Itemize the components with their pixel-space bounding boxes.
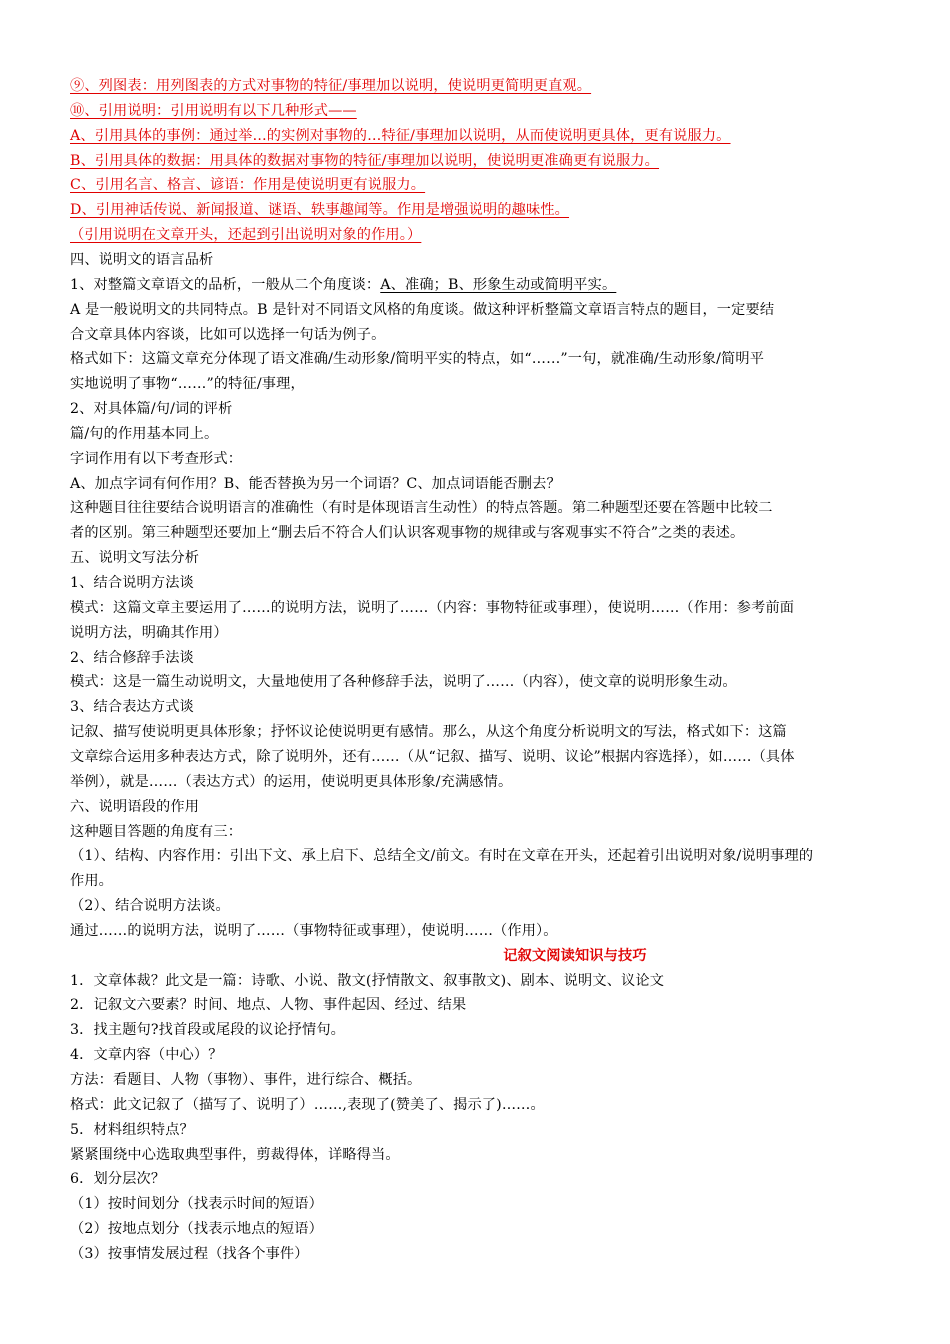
line-text: 这种题目往往要结合说明语言的准确性（有时是体现语言生动性）的特点答题。第二种题型还要在答题中比较二 <box>70 500 773 517</box>
text-line <box>70 1070 890 1090</box>
text-line <box>70 424 890 444</box>
line-text: C、引用名言、格言、谚语：作用是使说明更有说服力。 <box>70 177 426 194</box>
line-text: （引用说明在文章开头，还起到引出说明对象的作用。） <box>70 227 422 244</box>
text-line <box>70 474 890 494</box>
text-line <box>70 1045 890 1065</box>
line-text: 1．文章体裁？此文是一篇：诗歌、小说、散文(抒情散文、叙事散文)、剧本、说明文、议论文 <box>70 972 665 989</box>
text-line <box>70 325 890 345</box>
text-line <box>70 747 890 767</box>
text-line <box>70 995 890 1015</box>
text-line <box>70 697 890 717</box>
line-text: 五、说明文写法分析 <box>70 550 200 567</box>
text-line <box>70 250 890 270</box>
line-text: 六、说明语段的作用 <box>70 798 200 815</box>
line-text: 1、结合说明方法谈 <box>70 575 194 591</box>
text-line <box>70 822 890 842</box>
text-line <box>70 1095 890 1115</box>
text-line <box>70 498 890 518</box>
line-text: B、引用具体的数据：用具体的数据对事物的特征/事理加以说明，使说明更准确更有说服力。 <box>70 152 660 169</box>
line-text: 6．划分层次？ <box>70 1171 166 1188</box>
line-text: 篇/句的作用基本同上。 <box>70 425 219 442</box>
line-text: 模式：这是一篇生动说明文，大量地使用了各种修辞手法，说明了……（内容），使文章的说明形象生动。 <box>70 674 737 691</box>
text-line <box>70 1219 890 1239</box>
line-text: 3．找主题句?找首段或尾段的议论抒情句。 <box>70 1022 346 1039</box>
text-line <box>70 1020 890 1040</box>
line-text: 紧紧围绕中心选取典型事件，剪裁得体，详略得当。 <box>70 1146 400 1163</box>
text-line <box>70 672 890 692</box>
line-text: （2）按地点划分（找表示地点的短语） <box>70 1221 323 1238</box>
text-line <box>70 374 890 394</box>
text-line <box>70 648 890 668</box>
section-heading <box>0 946 950 966</box>
text-line <box>70 225 890 245</box>
line-text: 格式：此文记叙了（描写了、说明了）……,表现了(赞美了、揭示了)……。 <box>70 1096 545 1113</box>
text-line <box>70 1145 890 1165</box>
text-line <box>70 1244 890 1264</box>
text-line <box>70 1169 890 1189</box>
line-text: A、加点字词有何作用？B、能否替换为另一个词语？C、加点词语能否删去？ <box>70 475 561 492</box>
line-text: 2、对具体篇/句/词的评析 <box>70 401 233 418</box>
text-line <box>70 101 890 121</box>
line-text: 格式如下：这篇文章充分体现了语文准确/生动形象/简明平实的特点，如“……”一句，就准确/生动形象/简明平 <box>70 351 765 368</box>
text-line <box>70 623 890 643</box>
underlined-text: A、准确；B、形象生动或简明平实。 <box>380 276 617 293</box>
text-line <box>70 573 890 593</box>
text-line <box>70 151 890 171</box>
text-line <box>70 548 890 568</box>
line-text: 四、说明文的语言品析 <box>70 251 214 268</box>
line-text: 文章综合运用多种表达方式，除了说明外，还有……（从“记叙、描写、说明、议论”根据内容选择），如……（具体 <box>70 748 795 765</box>
line-text: 3、结合表达方式谈 <box>70 699 194 716</box>
line-text: 2、结合修辞手法谈 <box>70 649 194 666</box>
line-text: 4．文章内容（中心）？ <box>70 1047 223 1064</box>
line-text: 字词作用有以下考查形式： <box>70 450 243 467</box>
line-text: ⑩、引用说明：引用说明有以下几种形式—— <box>70 102 357 119</box>
text-line <box>70 772 890 792</box>
text-line <box>70 1194 890 1214</box>
line-text: 2．记叙文六要素？时间、地点、人物、事件起因、经过、结果 <box>70 997 467 1014</box>
text-line <box>70 971 890 991</box>
text-line <box>70 1120 890 1140</box>
text-line <box>70 349 890 369</box>
text-line <box>70 275 890 295</box>
text-line <box>70 598 890 618</box>
text-line <box>70 797 890 817</box>
text-line <box>70 449 890 469</box>
line-text: （1）、结构、内容作用：引出下文、承上启下、总结全文/前文。有时在文章在开头，还起着引出说明对象/说明事理的 <box>70 848 814 865</box>
line-text: ⑨、列图表：用列图表的方式对事物的特征/事理加以说明，使说明更简明更直观。 <box>70 78 592 94</box>
text-line <box>70 921 890 941</box>
line-text: D、引用神话传说、新闻报道、谜语、轶事趣闻等。作用是增强说明的趣味性。 <box>70 202 570 219</box>
line-text: 作用。 <box>70 873 114 890</box>
line-text: 方法：看题目、人物（事物）、事件，进行综合、概括。 <box>70 1072 422 1088</box>
line-text: A、引用具体的事例：通过举…的实例对事物的…特征/事理加以说明，从而使说明更具体，更有说服力。 <box>70 127 731 144</box>
line-text: 模式：这篇文章主要运用了……的说明方法，说明了……（内容：事物特征或事理），使说明……（作用：参考前面 <box>70 599 795 616</box>
line-text: 说明方法，明确其作用） <box>70 624 228 641</box>
line-text: 者的区别。第三种题型还要加上“删去后不符合人们认识客观事物的规律或与客观事实不符合”之类的表述。 <box>70 525 745 542</box>
text-line <box>70 175 890 195</box>
text-line <box>70 722 890 742</box>
line-text: （2）、结合说明方法谈。 <box>70 898 230 915</box>
text-line <box>70 126 890 146</box>
line-text: 记叙文阅读知识与技巧 <box>503 947 647 964</box>
line-text: 记叙、描写使说明更具体形象；抒怀议论使说明更有感情。那么，从这个角度分析说明文的写法，格式如下：这篇 <box>70 724 787 741</box>
line-text: 这种题目答题的角度有三： <box>70 823 243 840</box>
text-line <box>70 896 890 916</box>
line-text: 5．材料组织特点？ <box>70 1121 194 1138</box>
text-line <box>70 200 890 220</box>
line-text: A 是一般说明文的共同特点。B 是针对不同语文风格的角度谈。做这种评析整篇文章语言特点的题目，一定要结 <box>70 301 775 318</box>
text-line <box>70 871 890 891</box>
line-text: （1）按时间划分（找表示时间的短语） <box>70 1196 323 1213</box>
text-line <box>70 523 890 543</box>
text-line <box>70 399 890 419</box>
line-text: 实地说明了事物“……”的特征/事理， <box>70 376 305 393</box>
text-line <box>70 76 890 96</box>
line-text: 1、对整篇文章语文的品析，一般从二个角度谈： <box>70 276 381 293</box>
line-text: 合文章具体内容谈，比如可以选择一句话为例子。 <box>70 326 386 343</box>
line-text: （3）按事情发展过程（找各个事件） <box>70 1245 309 1262</box>
text-line <box>70 846 890 866</box>
line-text: 通过……的说明方法，说明了……（事物特征或事理），使说明……（作用）。 <box>70 922 558 939</box>
text-line <box>70 300 890 320</box>
line-text: 举例），就是……（表达方式）的运用，使说明更具体形象/充满感情。 <box>70 773 513 790</box>
